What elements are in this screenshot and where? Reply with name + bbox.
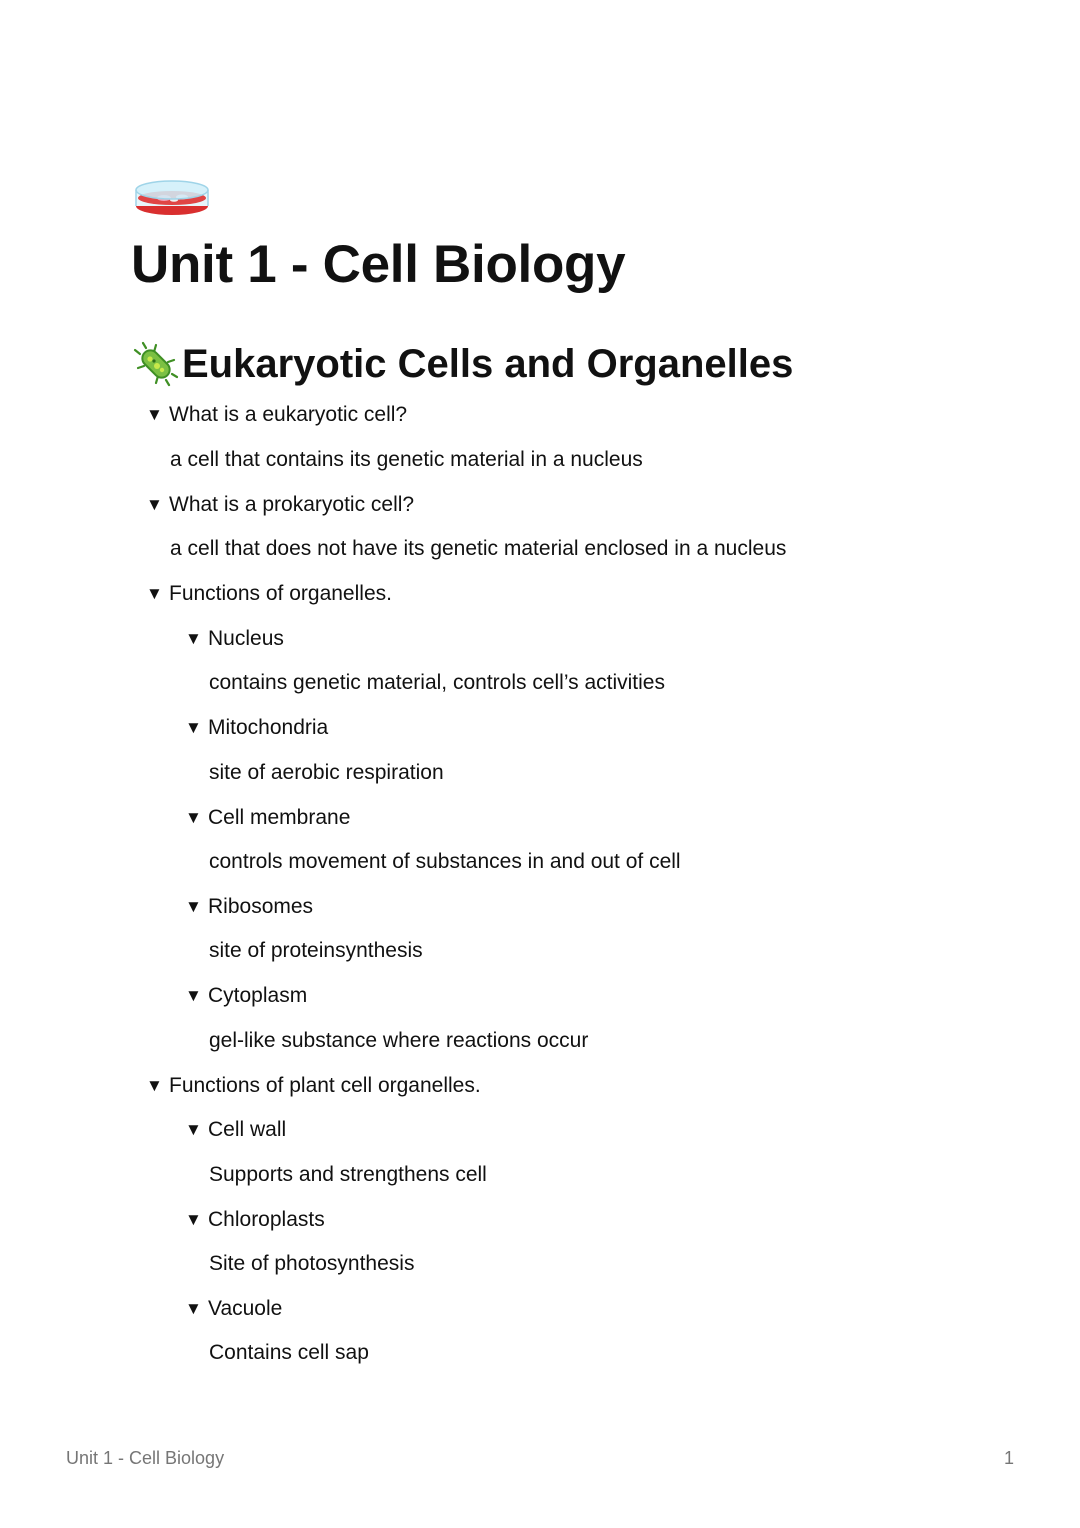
toggle-label: Ribosomes <box>208 894 314 918</box>
toggle-arrow-icon[interactable]: ▼ <box>146 405 163 425</box>
toggle-arrow-icon[interactable]: ▼ <box>185 628 202 648</box>
toggle-item[interactable] <box>185 616 1006 661</box>
toggle-content: site of proteinsynthesis <box>209 939 423 963</box>
toggle-item[interactable] <box>146 572 1006 617</box>
toggle-arrow-icon[interactable]: ▼ <box>185 718 202 738</box>
toggle-arrow-icon[interactable]: ▼ <box>146 584 163 604</box>
toggle-item[interactable] <box>185 706 1006 751</box>
toggle-arrow-icon[interactable]: ▼ <box>146 1075 163 1095</box>
toggle-item[interactable] <box>185 1108 1006 1153</box>
toggle-content: a cell that does not have its genetic material enclosed in a nucleus <box>170 537 787 561</box>
toggle-arrow-icon[interactable]: ▼ <box>185 1209 202 1229</box>
microbe-icon <box>132 340 180 388</box>
toggle-arrow-icon[interactable]: ▼ <box>185 1120 202 1140</box>
toggle-arrow-icon[interactable]: ▼ <box>146 494 163 514</box>
toggle-content: Contains cell sap <box>209 1341 369 1365</box>
toggle-item[interactable] <box>185 974 1006 1019</box>
toggle-label: Cytoplasm <box>208 984 308 1008</box>
toggle-arrow-icon[interactable]: ▼ <box>185 896 202 916</box>
toggle-item[interactable] <box>146 393 1006 438</box>
toggle-item[interactable] <box>146 1063 1006 1108</box>
toggle-label: Mitochondria <box>208 716 329 740</box>
toggle-arrow-icon[interactable]: ▼ <box>185 986 202 1006</box>
toggle-label: Vacuole <box>208 1297 283 1321</box>
toggle-content: site of aerobic respiration <box>209 760 444 784</box>
toggle-label: Chloroplasts <box>208 1207 325 1231</box>
page-number: 1 <box>1003 1448 1014 1468</box>
toggle-content: Site of photosynthesis <box>209 1252 415 1276</box>
toggle-label: What is a eukaryotic cell? <box>169 403 408 427</box>
toggle-arrow-icon[interactable]: ▼ <box>185 1299 202 1319</box>
toggle-arrow-icon[interactable]: ▼ <box>185 807 202 827</box>
section-title: Eukaryotic Cells and Organelles <box>182 342 794 386</box>
toggle-item[interactable] <box>146 482 1006 527</box>
toggle-content: Supports and strengthens cell <box>209 1162 487 1186</box>
toggle-label: Functions of organelles. <box>169 582 392 606</box>
toggle-content: controls movement of substances in and out of cell <box>209 849 681 873</box>
toggle-item[interactable] <box>185 1287 1006 1332</box>
footer-title: Unit 1 - Cell Biology <box>66 1448 225 1468</box>
petri-dish-icon <box>132 176 212 218</box>
toggle-content: gel-like substance where reactions occur <box>209 1028 589 1052</box>
page-title: Unit 1 - Cell Biology <box>131 235 626 294</box>
toggle-content: a cell that contains its genetic material in a nucleus <box>170 447 643 471</box>
toggle-label: Nucleus <box>208 626 284 650</box>
toggle-content: contains genetic material, controls cell’s activities <box>209 671 665 695</box>
toggle-label: Cell wall <box>208 1118 287 1142</box>
toggle-item[interactable] <box>185 795 1006 840</box>
toggle-label: Cell membrane <box>208 805 351 829</box>
toggle-label: What is a prokaryotic cell? <box>169 492 415 516</box>
toggle-item[interactable] <box>185 885 1006 930</box>
toggle-label: Functions of plant cell organelles. <box>169 1073 481 1097</box>
toggle-list <box>146 393 1006 1376</box>
toggle-item[interactable] <box>185 1197 1006 1242</box>
section-header <box>132 336 793 392</box>
